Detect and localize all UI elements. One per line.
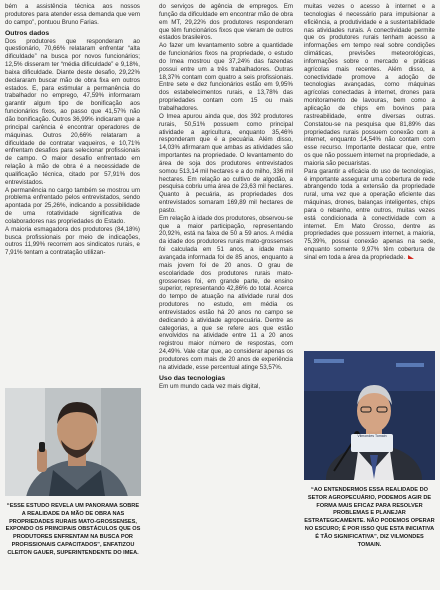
paragraph — [304, 168, 435, 262]
section-heading-uso-das-tecnologias: Uso das tecnologias — [159, 374, 226, 382]
end-of-article-icon — [408, 255, 414, 259]
paragraph: Em um mundo cada vez mais digital, — [159, 382, 261, 390]
article-column-1 — [5, 3, 140, 257]
paragraph: O Imea apurou ainda que, dos 392 produtores rurais, 50,51% possuem como principal atividade a agricultura, enquanto 35,46% responderam que é a pecuária. Além disso, 14,03% afirmaram que ambas as atividades são importantes na propriedade. O levantamento do área de soja dos produtores entrevistados somou 513,14 mil hectares e a do milho, 336 mil hectares. Em relação ao cultivo de algodão, a pesquisa cobriu uma área de 23,63 mil hectares. Quanto à pecuária, as propriedades dos entrevistados somaram 169,89 mil hectares de pasto. — [159, 112, 293, 214]
paragraph: Dos produtores que responderam ao questionário, 70,66% relataram enfrentar “alta dificuldade” na busca por novos funcionários; 12,5% disseram ter “média dificuldade” e 9,18%, baixa dificuldade. Diante deste desafio, 29,22% declararam buscar mão de obra fixa em outros estados. E, para estimular a permanência do trabalhador no emprego, 47,59% informaram garantir algum tipo de bonificação aos funcionários fixos, ao passo que 41,57% não dão bonificação. Outros 36,99% indicaram que a principal carência é encontrar operadores de máquinas. Outros 20,66% relataram a dificuldade de contratar vaqueiros, e 10,71% enfrentam desafios para selecionar profissionais de campo. O maior desafio enfrentado em relação à mão de obra é a necessidade de qualificação técnica, citado por 57,91% dos entrevistados. — [5, 37, 140, 186]
paragraph: bém a assistência técnica aos nossos produtores para atender essa demanda que vem do campo”, pontuou Bruno Farias. — [5, 3, 140, 26]
person-speaking-illustration — [5, 388, 141, 496]
section-heading-outros-dados: Outros dados — [5, 29, 50, 37]
photo-cleiton-gauer — [5, 388, 141, 496]
article-column-2 — [159, 3, 293, 391]
paragraph: Em relação à idade dos produtores, observou-se que a maior participação, representando 20,92%, está na faixa de 50 a 59 anos. A média da idade dos produtores rurais mato-grossenses foi calculada em 51 anos, a idade mais avançada informada foi de 85 anos, enquanto a mais jovem foi de 20 anos. O grau de escolaridade dos produtores rurais mato-grossenses foi, em grande parte, de ensino superior, representando 42,86% do total. Acerca do tempo de atuação na atividade rural dos produtores no estudo, em média os entrevistados estão há 20 anos no campo se dedicando à atividade agropecuária. Dentre as categorias, a que se refere aos que estão envolvidos na atividade entre 11 a 20 anos registrou maior número de respostas, com 24,49%. Vale citar que, ao considerar apenas os produtores com mais de 20 anos de experiência na atividade, esse percentual atinge 53,57%. — [159, 214, 293, 371]
paragraph: A permanência no cargo também se mostrou um problema enfrentado pelos entrevistados, sendo apontada por 25,26%, indicando a possibilidade de uma rotatividade significativa de colaboradores nas propriedades do Estado. — [5, 186, 140, 225]
article-column-3 — [304, 3, 435, 262]
paragraph-text: Para garantir a eficácia do uso de tecnologias, é importante assegurar uma cobertura de rede abrangendo toda a extensão da propriedade rural, uma vez que a operação eficiente das máquinas, drones, balanças inteligentes, chips para o rebanho, entre outros, muitas vezes está condicionada à conectividade com a internet. Em Mato Grosso, dentre as propriedades que possuem internet, a maioria, 75,39%, possui conexão apenas na sede, enquanto somente 9,97% têm cobertura de sinal em toda a área da propriedade. — [304, 167, 435, 261]
paragraph: muitas vezes o acesso à internet e a tecnologias é necessário para impulsionar a eficiência, a produtividade e a sustentabilidade nas atividades rurais. A conectividade permite que os produtores rurais tenham acesso a informações em tempo real sobre condições climáticas, previsões meteorológicas, informações sobre o mercado e práticas agrícolas mais recentes. Além disso, a conectividade promove a adoção de tecnologias avançadas, como máquinas agrícolas conectadas à internet, drones para monitoramento de lavouras, bem como a aplicação de chips em bovinos para rastreabilidade, entre diversas outras. Constatou-se na pesquisa que 81,89% das propriedades rurais possuem conexão com a internet, enquanto 14,54% não contam com esse recurso. Importante destacar que, entre os que não possuem internet na propriedade, a maioria são pecuaristas. — [304, 3, 435, 167]
paragraph: Ao fazer um levantamento sobre a quantidade de funcionários fixos na propriedade, o estudo do Imea mostrou que 37,24% das fazendas possui entre um a três trabalhadores. Outras 18,37% contam com quatro a seis profissionais. Entre sete e dez funcionários estão em 9,95% dos estabelecimentos rurais, e 13,78% das propriedades contam com 15 ou mais trabalhadores. — [159, 42, 293, 112]
paragraph: do serviços de agência de empregos. Em função da dificuldade em encontrar mão de obra em MT, 29,22% dos produtores responderam que têm funcionários fixos que vieram de outros estados brasileiros. — [159, 3, 293, 42]
photo-caption-right: “AO ENTENDERMOS ESSA REALIDADE DO SETOR AGROPECUÁRIO, PODEMOS AGIR DE FORMA MAIS EFICAZ PARA RESOLVER PROBLEMAS E PLANEJAR ESTRATEGICAMENTE. NÃO PODEMOS OPERAR NO ESCURO; É POR ISSO QUE ESTA INICIATIVA É TÃO SIGNIFICATIVA”, DIZ VILMONDES TOMAIN. — [304, 487, 435, 548]
photo-caption-left: “ESSE ESTUDO REVELA UM PANORAMA SOBRE A REALIDADE DA MÃO DE OBRA NAS PROPRIEDADES RURAIS MATO-GROSSENSES, EXPONDO OS PRINCIPAIS OBSTÁCULOS QUE OS PRODUTORES ENFRENTAM NA BUSCA POR PROFISSIONAIS CAPACITADOS”, ENFATIZOU CLEITON GAUER, SUPERINTENDENTE DO IMEA. — [5, 503, 141, 556]
paragraph: A maioria esmagadora dos produtores (84,18%) busca profissionais por meio de indicações, outros 11,99% recorrem aos sindicatos rurais, e 7,91% tentam a contratação utilizan- — [5, 225, 140, 257]
speaker-nameplate: Vilmondes Tomain — [351, 434, 393, 452]
man-at-microphone-illustration — [304, 351, 435, 480]
photo-vilmondes-tomain — [304, 351, 435, 480]
